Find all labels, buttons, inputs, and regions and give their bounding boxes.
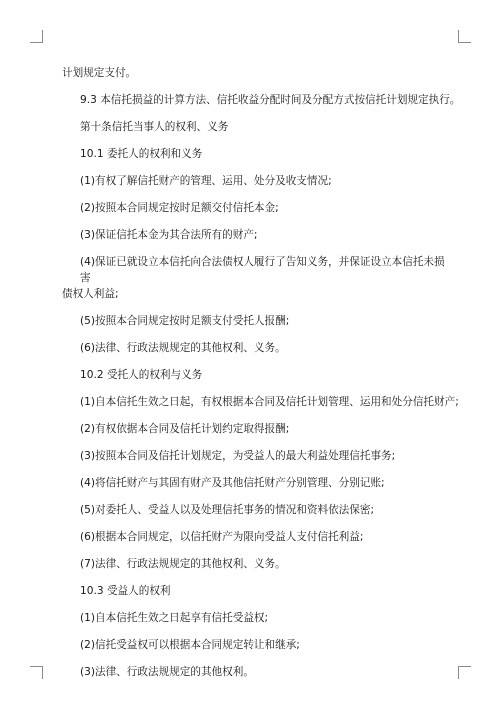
list-item: (3)法律、行政法规规定的其他权利。: [80, 666, 254, 678]
clause-9-3: 9.3 本信托损益的计算方法、信托收益分配时间及分配方式按信托计划规定执行。: [80, 94, 461, 106]
list-item: (6)法律、行政法规规定的其他权利、义务。: [80, 342, 286, 354]
list-item: (1)自本信托生效之日起享有信托受益权;: [80, 612, 269, 624]
crop-mark-bottom-left: [30, 666, 43, 679]
section-10-1-heading: 10.1 委托人的权利和义务: [80, 148, 203, 160]
list-item: (6)根据本合同规定，以信托财产为限向受益人支付信托利益;: [80, 531, 364, 543]
list-item: (7)法律、行政法规规定的其他权利、义务。: [80, 558, 286, 570]
article-10-heading: 第十条信托当事人的权利、义务: [80, 121, 229, 133]
crop-mark-top-right: [458, 30, 471, 43]
list-item: (2)有权依据本合同及信托计划约定取得报酬;: [80, 423, 290, 435]
list-item: (2)按照本合同规定按时足额交付信托本金;: [80, 202, 279, 214]
list-item-line-1: (4)保证已就设立本信托向合法债权人履行了告知义务，并保证设立本信托未损害: [80, 256, 445, 284]
list-item: (4)将信托财产与其固有财产及其他信托财产分别管理、分别记账;: [80, 477, 385, 489]
list-item: (1)有权了解信托财产的管理、运用、处分及收支情况;: [80, 175, 332, 187]
list-item: (5)对委托人、受益人以及处理信托事务的情况和资料依法保密;: [80, 504, 375, 516]
list-item-line-2: 债权人利益;: [62, 288, 119, 300]
crop-mark-bottom-right: [458, 666, 471, 679]
list-item: (3)保证信托本金为其合法所有的财产;: [80, 229, 258, 241]
list-item-wrapped: [62, 254, 446, 302]
list-item: (3)按照本合同及信托计划规定，为受益人的最大利益处理信托事务;: [80, 450, 396, 462]
document-body: [62, 65, 461, 691]
section-10-3-heading: 10.3 受益人的权利: [80, 585, 171, 597]
list-item: (2)信托受益权可以根据本合同规定转让和继承;: [80, 639, 300, 651]
paragraph-continuation: 计划规定支付。: [62, 67, 137, 79]
crop-mark-top-left: [30, 30, 43, 43]
list-item: (1)自本信托生效之日起，有权根据本合同及信托计划管理、运用和处分信托财产;: [80, 396, 459, 408]
section-10-2-heading: 10.2 受托人的权利与义务: [80, 369, 203, 381]
list-item: (5)按照本合同规定按时足额支付受托人报酬;: [80, 315, 290, 327]
